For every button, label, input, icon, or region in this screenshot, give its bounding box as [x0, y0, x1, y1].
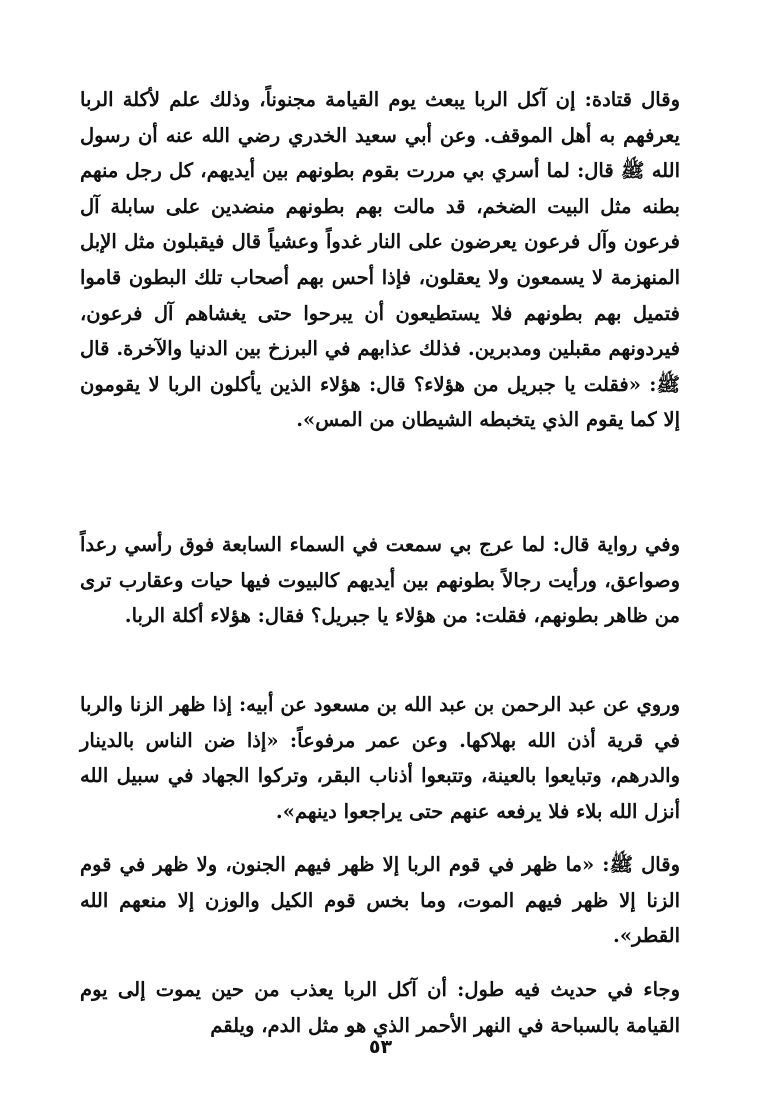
paragraph-5: وجاء في حديث فيه طول: أن آكل الربا يعذب من حين يموت إلى يوم القيامة بالسباحة في النهر الأحمر الذي هو مثل الدم، ويلقم: [80, 978, 680, 1037]
paragraph-3: وروي عن عبد الرحمن بن عبد الله بن مسعود عن أبيه: إذا ظهر الزنا والربا في قرية أذن الله بهلاكها. وعن عمر مرفوعاً: «إذا ضن الناس بالدينار والدرهم، وتبايعوا بالعينة، وتتبعوا أذناب البقر، وتركوا الجهاد في سبيل الله أنزل الله بلاء فلا يرفعه عنهم حتى يراجعوا دينهم».: [80, 693, 680, 823]
paragraph-1: وقال قتادة: إن آكل الربا يبعث يوم القيامة مجنوناً، وذلك علم لأكلة الربا يعرفهم به أهل الموقف. وعن أبي سعيد الخدري رضي الله عنه أن رسول الله ﷺ قال: لما أسري بي مررت بقوم بطونهم بين أيديهم، كل رجل منهم بطنه مثل البيت الضخم، قد مالت بهم بطونهم منضدين على سابلة آل فرعون وآل فرعون يعرضون على النار غدواً وعشياً قال فيقبلون مثل الإبل المنهزمة لا يسمعون ولا يعقلون، فإذا أحس بهم أصحاب تلك البطون قاموا فتميل بهم بطونهم فلا يستطيعون أن يبرحوا حتى يغشاهم آل فرعون، فيردونهم مقبلين ومدبرين. فذلك عذابهم في البرزخ بين الدنيا والآخرة. قال ﷺ: «فقلت يا جبريل من هؤلاء؟ قال: هؤلاء الذين يأكلون الربا لا يقومون إلا كما يقوم الذي يتخبطه الشيطان من المس».: [80, 88, 680, 432]
paragraph-2: وفي رواية قال: لما عرج بي سمعت في السماء السابعة فوق رأسي رعداً وصواعق، ورأيت رجالاً بطونهم بين أيديهم كالبيوت فيها حيات وعقارب ترى من ظاهر بطونهم، فقلت: من هؤلاء يا جبريل؟ فقال: هؤلاء أكلة الربا.: [80, 533, 680, 628]
paragraph-4: وقال ﷺ: «ما ظهر في قوم الربا إلا ظهر فيهم الجنون، ولا ظهر في قوم الزنا إلا ظهر فيهم الموت، وما بخس قوم الكيل والوزن إلا منعهم الله القطر».: [80, 853, 680, 948]
page-number: ٥٣: [368, 1036, 393, 1058]
page-body-text: [80, 82, 680, 1044]
